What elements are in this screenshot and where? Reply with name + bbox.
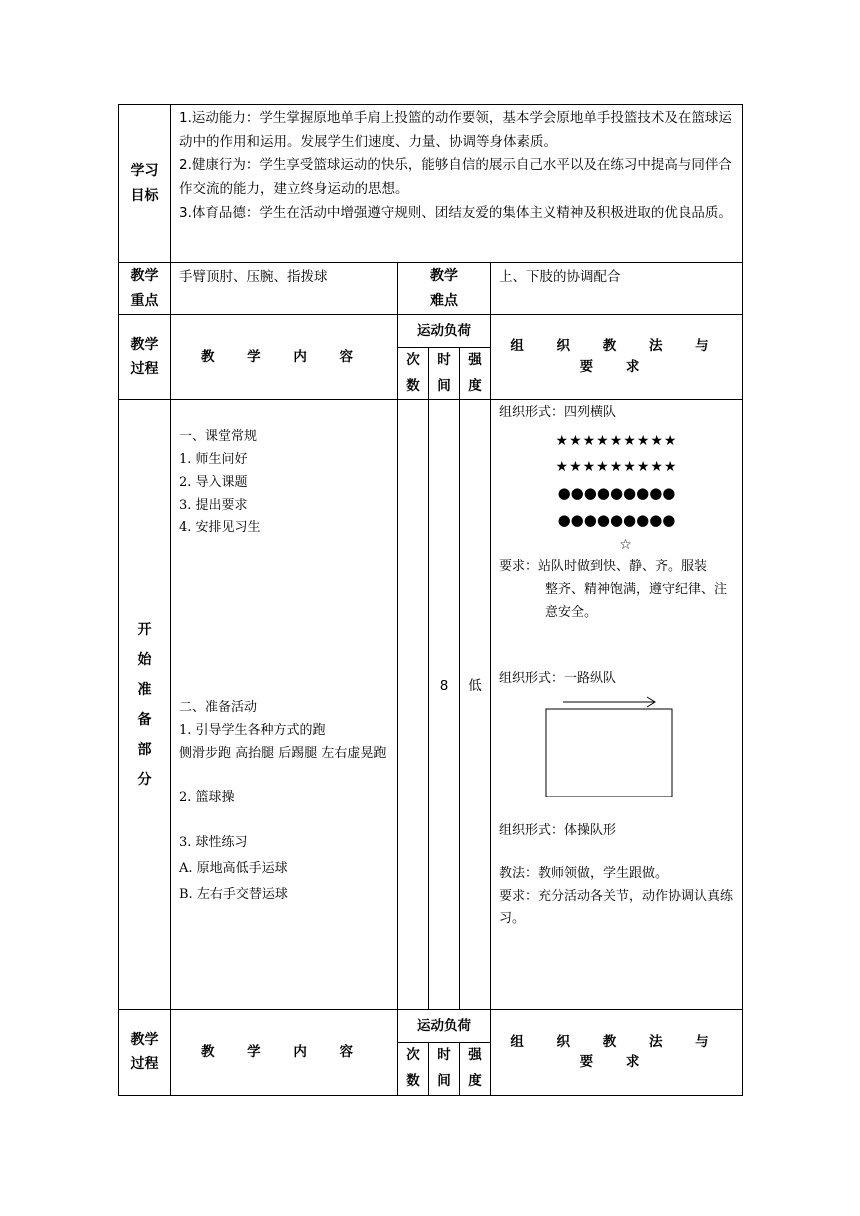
goals-row — [119, 105, 743, 263]
process-label: 教学 过程 — [119, 1010, 171, 1095]
goal-item-1: 1.运动能力：学生掌握原地单手肩上投篮的动作要领，基本学会原地单手投篮技术及在篮球运动中的作用和运用。发展学生们速度、力量、协调等身体素质。 — [179, 110, 732, 150]
lesson-plan-table — [118, 104, 743, 1096]
goal-item-3: 3.体育品德：学生在活动中增强遵守规则、团结友爱的集体主义精神及积极进取的优良品质。 — [179, 204, 732, 221]
goals-label: 学习 目标 — [119, 105, 171, 263]
formation-row-stars: ★★★★★★★★★ — [555, 458, 678, 475]
part1-title: 一、课堂常规 — [179, 429, 258, 445]
time-value: 8 — [439, 678, 449, 695]
part1-item: 4. 安排见习生 — [179, 520, 261, 536]
time-header: 时 间 — [429, 1043, 460, 1095]
count-header: 次 数 — [398, 1043, 429, 1095]
key-label: 教学 重点 — [119, 263, 171, 315]
org-header: 组 织 教 法 与 要 求 — [491, 1010, 743, 1095]
formation-row-dots: ●●●●●●●●● — [557, 511, 676, 530]
section-label: 开 始 准 备 部 分 — [119, 400, 171, 1010]
section-org — [491, 400, 743, 1010]
running-route-diagram — [499, 693, 735, 797]
part2-item-1: 1. 引导学生各种方式的跑 — [179, 722, 326, 738]
intensity-cell — [460, 400, 491, 1010]
route-rectangle — [546, 709, 672, 797]
formation-row-stars: ★★★★★★★★★ — [555, 433, 678, 450]
process-header-row-1-repeat — [119, 1010, 743, 1043]
org-header: 组 织 教 法 与 要 求 — [491, 315, 743, 400]
part2-item-3: 3. 球性练习 — [179, 835, 248, 851]
part2-title: 二、准备活动 — [179, 700, 258, 716]
process-label: 教学 过程 — [119, 315, 171, 400]
part2-item-2: 2. 篮球操 — [179, 790, 235, 806]
content-header: 教 学 内 容 — [171, 1010, 398, 1095]
count-cell — [398, 400, 429, 1010]
part2-item-1-detail: 侧滑步跑 高抬腿 后踢腿 左右虚晃跑 — [179, 745, 387, 761]
goal-item-2: 2.健康行为：学生享受篮球运动的快乐，能够自信的展示自己水平以及在练习中提高与同伴合作交流的能力，建立终身运动的思想。 — [179, 157, 732, 197]
section-row — [119, 400, 743, 1010]
intensity-header: 强 度 — [460, 1043, 491, 1095]
intensity-header: 强 度 — [460, 348, 491, 400]
goals-text — [171, 105, 743, 263]
requirement-2: 要求：充分活动各关节，动作协调认真练习。 — [499, 888, 734, 927]
form-line-2: 组织形式：一路纵队 — [499, 671, 617, 687]
content-header: 教 学 内 容 — [171, 315, 398, 400]
count-header: 次 数 — [398, 348, 429, 400]
difficulty-value: 上、下肢的协调配合 — [491, 263, 743, 315]
time-header: 时 间 — [429, 348, 460, 400]
time-cell — [429, 400, 460, 1010]
teacher-star-icon: ☆ — [619, 536, 632, 553]
requirement-1: 要求：站队时做到快、静、齐。服装 整齐、精神饱满，遵守纪律、注意安全。 — [499, 559, 728, 620]
part2-item-3b: B. 左右手交替运球 — [179, 886, 288, 902]
process-header-row-1 — [119, 315, 743, 348]
part1-item: 1. 师生问好 — [179, 452, 248, 468]
intensity-value: 低 — [468, 678, 482, 695]
key-value: 手臂顶肘、压腕、指拨球 — [171, 263, 398, 315]
load-header: 运动负荷 — [398, 1010, 491, 1043]
section-content — [171, 400, 398, 1010]
part1-item: 3. 提出要求 — [179, 497, 248, 513]
form-line-3: 组织形式：体操队形 — [499, 823, 617, 839]
load-header: 运动负荷 — [398, 315, 491, 348]
part2-item-3a: A. 原地高低手运球 — [179, 860, 288, 876]
part1-item: 2. 导入课题 — [179, 474, 248, 490]
method-line: 教法：教师领做，学生跟做。 — [499, 865, 669, 881]
key-row — [119, 263, 743, 315]
difficulty-label: 教学 难点 — [398, 263, 491, 315]
form-line-1: 组织形式：四列横队 — [499, 405, 617, 421]
formation-row-dots: ●●●●●●●●● — [557, 484, 676, 503]
